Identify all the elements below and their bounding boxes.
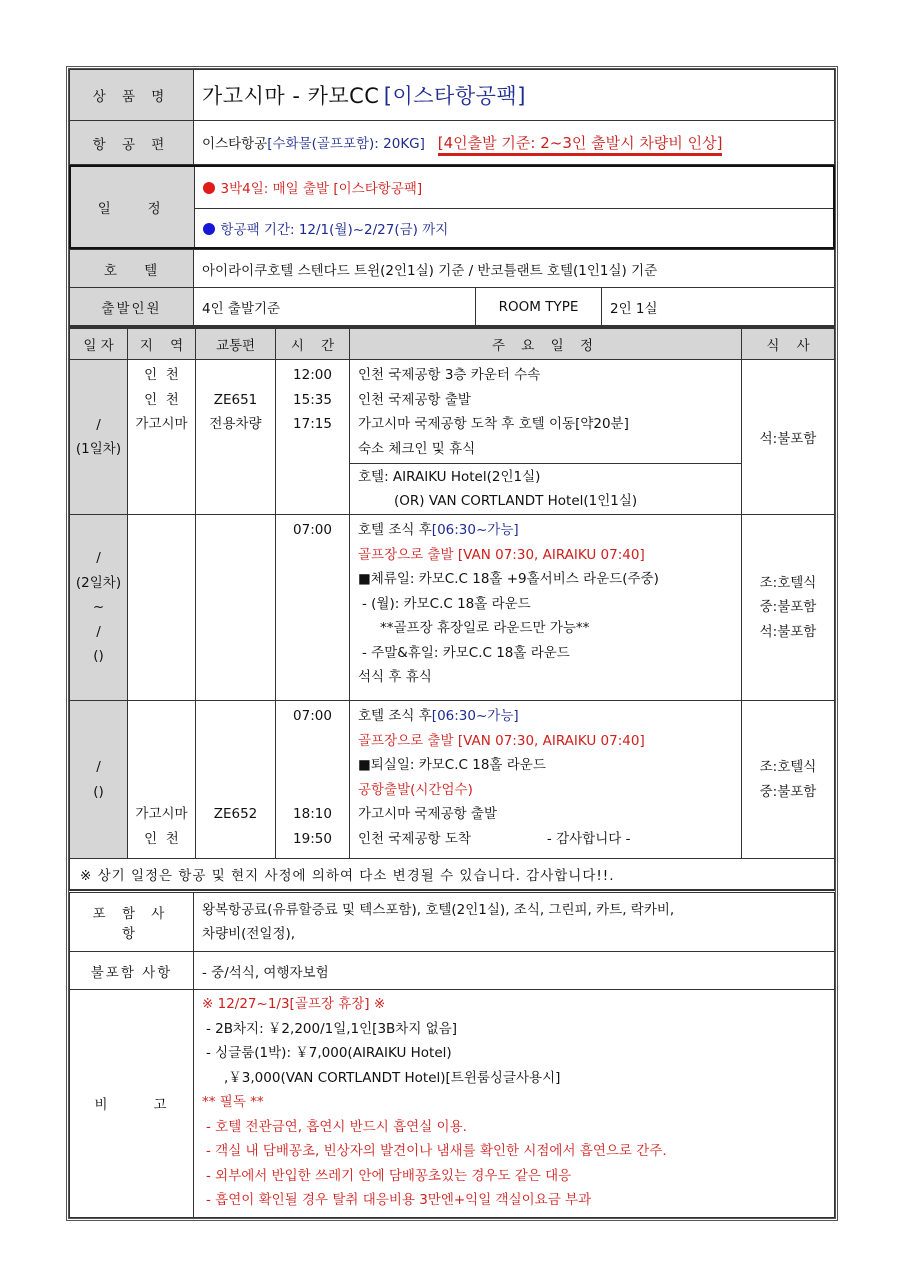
included-label: 포 함 사 항 [70,892,194,952]
tour-itinerary-document [66,66,838,1221]
terms-table [69,890,835,1218]
hotel-label: 호 텔 [70,250,194,288]
included-value: 왕복항공료(유류할증료 및 텍스포함), 호텔(2인1실), 조식, 그린피, 카트, 락카비, 차량비(전일정), [194,892,835,952]
header-transport: 교통편 [196,328,276,360]
product-name-cell [194,70,835,121]
itinerary-day-3 [70,701,835,859]
remarks-label: 비 고 [70,990,194,1218]
day-1-times: 12:00 15:35 17:15 [276,360,350,515]
hotel-value: 아이라이쿠호텔 스텐다드 트윈(2인1실) 기준 / 반코틀랜트 호텔(1인1실) 기준 [194,250,835,288]
flight-cell [194,121,835,165]
day-3-regions: 가고시마 인 천 [128,701,196,859]
excluded-label: 불포함 사항 [70,952,194,990]
room-type-label: ROOM TYPE [476,288,602,326]
flight-notice: [4인출발 기준: 2~3인 출발시 차량비 인상] [438,134,723,156]
product-name-label: 상 품 명 [70,70,194,121]
red-bullet-icon [203,182,215,194]
remarks-value: ※ 12/27~1/3[골프장 휴장] ※ - 2B차지: ￥2,200/1일,1인[3B차지 없음] - 싱글룸(1박): ￥7,000(AIRAIKU Hotel) ,￥3,000(VAN CORTLANDT Hotel)[트윈룸싱글사용시] ** 필독 ** - 호텔 전관금연, 흡연시 반드시 흡연실 이용. - 객실 내 담배꽁초, 빈상자의 발견이나 냄새를 확인한 시점에서 흡연으로 간주. - 외부에서 반입한 쓰레기 안에 담배꽁초있는 경우도 같은 대응 - 흡연이 확인될 경우 탈취 대응비용 3만엔+익일 객실이요금 부과 [194,990,835,1218]
day-2-times: 07:00 [276,515,350,701]
departure-label: 출발인원 [70,288,194,326]
day-2-transport [196,515,276,701]
header-main-schedule: 주 요 일 정 [350,328,742,360]
day-1-transport: ZE651 전용차량 [196,360,276,515]
day-3-date: / () [70,701,128,859]
product-tag: [이스타항공팩] [383,84,526,108]
schedule-label: 일 정 [70,166,194,248]
schedule-line-1: 3박4일: 매일 출발 [이스타항공팩] [194,166,834,208]
day-3-meals: 조:호텔식 중:불포함 [742,701,835,859]
itinerary-header-row [70,328,835,360]
flight-label: 항 공 편 [70,121,194,165]
blue-bullet-icon [203,223,215,235]
header-meals: 식 사 [742,328,835,360]
airline-name: 이스타항공 [202,136,268,152]
day-2-events: 호텔 조식 후[06:30~가능] 골프장으로 출발 [VAN 07:30, AIRAIKU 07:40] ■체류일: 카모C.C 18홀 +9홀서비스 라운드(주중) - (월): 카모C.C 18홀 라운드 **골프장 휴장일로 라운드만 가능** - 주말&휴일: 카모C.C 18홀 라운드 석식 후 휴식 [350,515,742,701]
day-2-date: / (2일차) ~ / () [70,515,128,701]
departure-value: 4인 출발기준 [194,288,476,326]
day-2-meals: 조:호텔식 중:불포함 석:불포함 [742,515,835,701]
excluded-value: - 중/석식, 여행자보험 [194,952,835,990]
day-1-date: / (1일차) [70,360,128,515]
day-2-regions [128,515,196,701]
header-region: 지 역 [128,328,196,360]
baggage-info: [수화물(골프포함): 20KG] [267,136,425,152]
day-3-events: 호텔 조식 후[06:30~가능] 골프장으로 출발 [VAN 07:30, AIRAIKU 07:40] ■퇴실일: 카모C.C 18홀 라운드 공항출발(시간엄수) 가고시마 국제공항 출발 인천 국제공항 도착 - 감사합니다 - [350,701,742,859]
itinerary-day-1 [70,360,835,464]
schedule-summary-table [69,165,835,249]
schedule-line-2: 항공팩 기간: 12/1(월)~2/27(금) 까지 [194,208,834,248]
itinerary-footnote-row [70,859,835,890]
header-time: 시 간 [276,328,350,360]
room-type-value: 2인 1실 [602,288,835,326]
itinerary-day-2 [70,515,835,701]
product-name: 가고시마 - 카모CC [202,84,380,108]
day-3-transport: ZE652 [196,701,276,859]
day-1-regions: 인 천 인 천 가고시마 [128,360,196,515]
product-info-table [69,69,835,165]
day-1-hotel-note: 호텔: AIRAIKU Hotel(2인1실) (OR) VAN CORTLANDT Hotel(1인1실) [350,464,742,515]
itinerary-footnote: ※ 상기 일정은 항공 및 현지 사정에 의하여 다소 변경될 수 있습니다. 감사합니다!!. [70,859,835,890]
itinerary-table [69,326,835,890]
thanks-text: - 감사합니다 - [546,830,631,847]
hotel-departure-table [69,249,835,326]
day-3-times: 07:00 18:10 19:50 [276,701,350,859]
day-1-events: 인천 국제공항 3층 카운터 수속 인천 국제공항 출발 가고시마 국제공항 도착 후 호텔 이동[약20분] 숙소 체크인 및 휴식 [350,360,742,464]
day-1-meals: 석:불포함 [742,360,835,515]
header-date: 일 자 [70,328,128,360]
